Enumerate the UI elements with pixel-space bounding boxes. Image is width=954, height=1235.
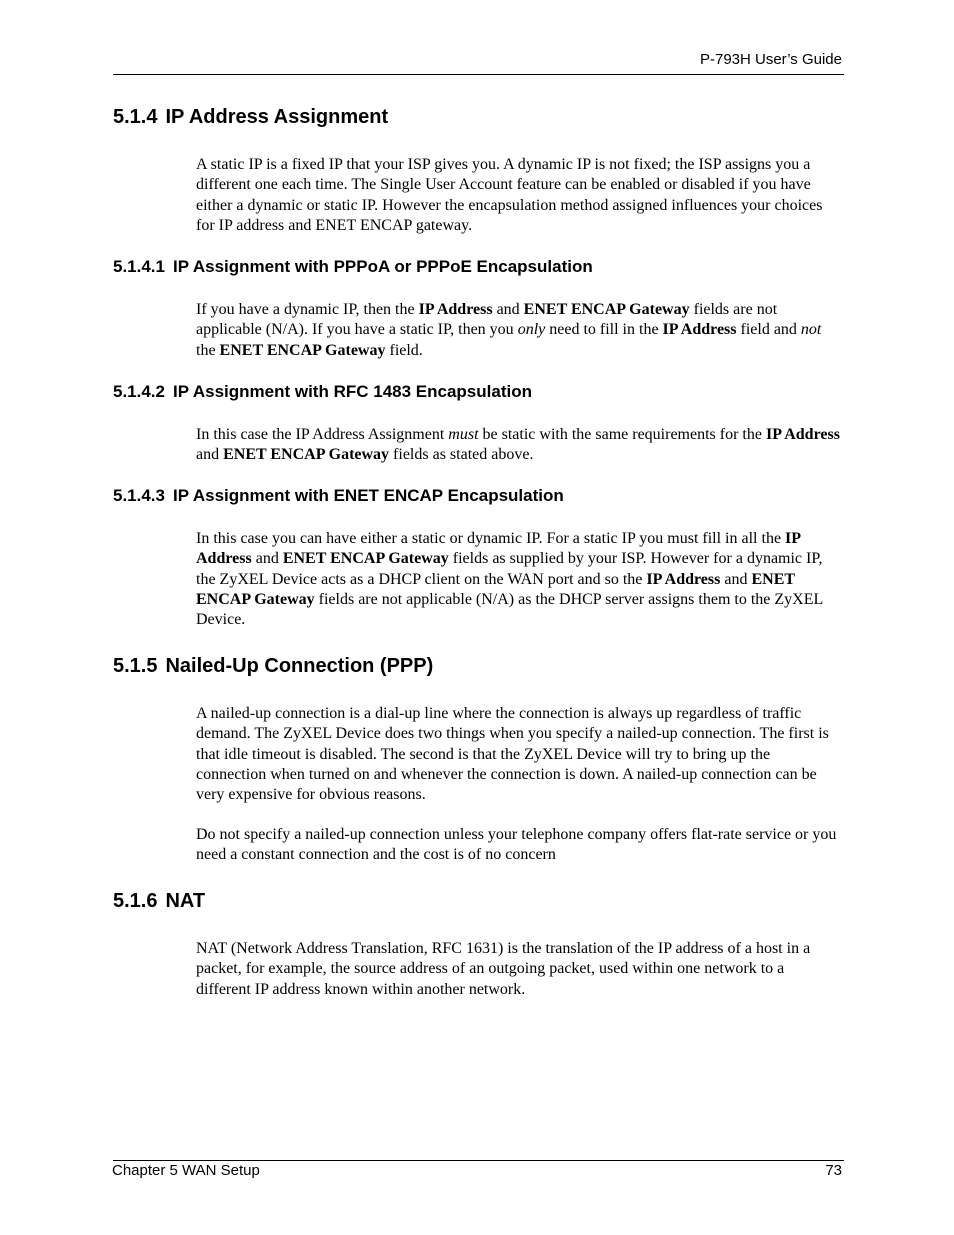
section-heading-5-1-5 [113,655,433,678]
paragraph-nat: NAT (Network Address Translation, RFC 1631) is the translation of the IP address of a host in a packet, for example, the source address of an outgoing packet, used within one network to a different IP address known within another network. [196,940,811,998]
paragraph-enet-encap: In this case you can have either a static or dynamic IP. For a static IP you must fill in all the IP Address and ENET ENCAP Gateway fields as supplied by your ISP. However for a dynamic IP, the ZyXEL Device acts as a DHCP client on the WAN port and so the IP Address and ENET ENCAP Gateway fields are not applicable (N/A) as the DHCP server assigns them to the ZyXEL Device. [196,530,823,629]
footer-chapter: Chapter 5 WAN Setup [112,1162,260,1179]
header-rule [113,74,844,75]
section-number: 5.1.4 [113,106,158,128]
page-number: 73 [825,1162,842,1179]
section-heading-5-1-4-1 [113,257,593,277]
section-heading-5-1-6 [113,890,205,913]
paragraph-rfc1483: In this case the IP Address Assignment must be static with the same requirements for the IP Address and ENET ENCAP Gateway fields as stated above. [196,426,840,464]
paragraph-nailed-up-1: A nailed-up connection is a dial-up line where the connection is always up regardless of traffic demand. The ZyXEL Device does two things when you specify a nailed-up connection. The first is that idle timeout is disabled. The second is that the ZyXEL Device will try to bring up the connection when turned on and whenever the connection is down. A nailed-up connection can be very expensive for obvious reasons. [196,705,829,804]
paragraph-ip-address-assignment: A static IP is a fixed IP that your ISP gives you. A dynamic IP is not fixed; the ISP assigns you a different one each time. The Single User Account feature can be enabled or disabled if you have either a dynamic or static IP. However the encapsulation method assigned influences your choices for IP address and ENET ENCAP gateway. [196,156,823,234]
section-title: Nailed-Up Connection (PPP) [165,655,434,677]
section-title: NAT [165,890,206,912]
section-heading-5-1-4 [113,106,388,129]
section-number: 5.1.4.3 [113,486,165,505]
section-heading-5-1-4-2 [113,382,532,402]
section-title: IP Assignment with RFC 1483 Encapsulation [173,382,532,401]
paragraph-pppoa-pppoe: If you have a dynamic IP, then the IP Address and ENET ENCAP Gateway fields are not applicable (N/A). If you have a static IP, then you only need to fill in the IP Address field and not the ENET ENCAP Gateway field. [196,301,822,359]
section-title: IP Address Assignment [165,106,389,128]
section-title: IP Assignment with PPPoA or PPPoE Encapsulation [173,257,593,276]
section-number: 5.1.5 [113,655,158,677]
section-number: 5.1.4.2 [113,382,165,401]
section-number: 5.1.6 [113,890,158,912]
footer-rule [113,1160,844,1161]
section-number: 5.1.4.1 [113,257,165,276]
section-heading-5-1-4-3 [113,486,564,506]
paragraph-nailed-up-2: Do not specify a nailed-up connection unless your telephone company offers flat-rate service or you need a constant connection and the cost is of no concern [196,826,837,864]
guide-title: P-793H User’s Guide [699,51,842,68]
section-title: IP Assignment with ENET ENCAP Encapsulation [173,486,564,505]
